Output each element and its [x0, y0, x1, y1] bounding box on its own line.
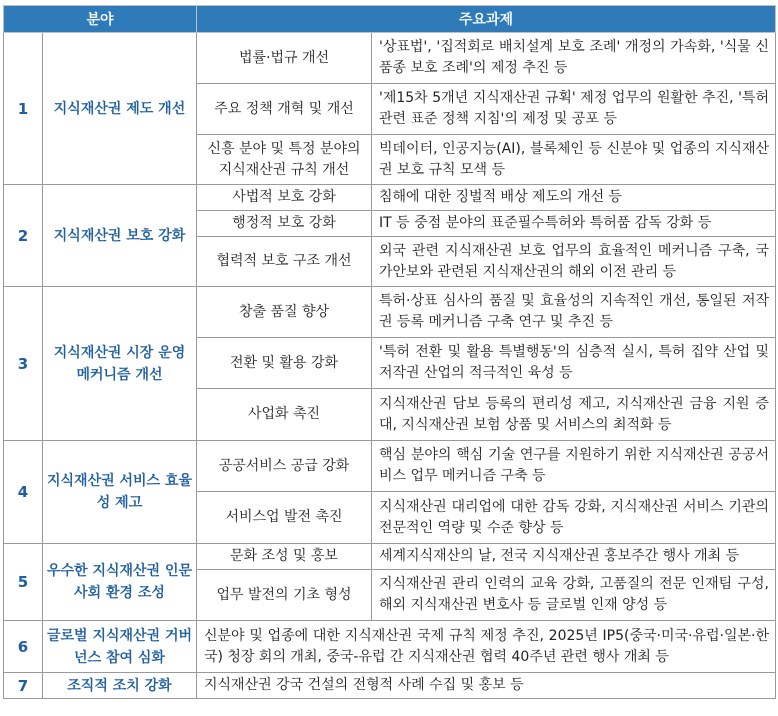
- task-cell: '제15차 5개년 지식재산권 규획' 제정 업무의 원활한 추진, '특허 관련 표준 정책 지침'의 제정 및 공포 등: [372, 84, 776, 135]
- group-number: 3: [4, 287, 43, 441]
- task-cell: '상표법', '집적회로 배치설계 보호 조례' 개정의 가속화, '식물 신품종 보호 조례'의 제정 추진 등: [372, 33, 776, 84]
- task-cell: IT 등 중점 분야의 표준필수특허와 특허품 감독 강화 등: [372, 211, 776, 237]
- sub-area-cell: 전환 및 활용 강화: [197, 338, 372, 389]
- area-cell: 지식재산권 서비스 효율성 제고: [43, 441, 197, 544]
- sub-area-cell: 공공서비스 공급 강화: [197, 441, 372, 492]
- sub-area-cell: 행정적 보호 강화: [197, 211, 372, 237]
- sub-area-cell: 사업화 촉진: [197, 389, 372, 441]
- task-cell: 지식재산권 강국 건설의 전형적 사례 수집 및 홍보 등: [197, 673, 776, 699]
- task-cell: 지식재산권 담보 등록의 편리성 제고, 지식재산권 금융 지원 증대, 지식재산권 보험 상품 및 서비스의 최적화 등: [372, 389, 776, 441]
- group-number: 7: [4, 673, 43, 699]
- sub-area-cell: 협력적 보호 구조 개선: [197, 237, 372, 287]
- group-number: 1: [4, 33, 43, 185]
- group-number: 6: [4, 621, 43, 673]
- sub-area-cell: 신흥 분야 및 특정 분야의 지식재산권 규칙 개선: [197, 135, 372, 185]
- task-cell: 지식재산권 관리 인력의 교육 강화, 고품질의 전문 인재팀 구성, 해외 지식재산권 변호사 등 글로벌 인재 양성 등: [372, 570, 776, 621]
- task-cell: 지식재산권 대리업에 대한 감독 강화, 지식재산권 서비스 기관의 전문적인 역량 및 수준 향상 등: [372, 492, 776, 544]
- area-cell: 지식재산권 시장 운영 메커니즘 개선: [43, 287, 197, 441]
- task-cell: 핵심 분야의 핵심 기술 연구를 지원하기 위한 지식재산권 공공서비스 업무 메커니즘 구축 등: [372, 441, 776, 492]
- sub-area-cell: 사법적 보호 강화: [197, 185, 372, 211]
- sub-area-cell: 서비스업 발전 촉진: [197, 492, 372, 544]
- sub-area-cell: 창출 품질 향상: [197, 287, 372, 338]
- group-number: 4: [4, 441, 43, 544]
- task-cell: 빅데이터, 인공지능(AI), 블록체인 등 신분야 및 업종의 지식재산권 보호 규칙 모색 등: [372, 135, 776, 185]
- group-number: 2: [4, 185, 43, 287]
- task-cell: 신분야 및 업종에 대한 지식재산권 국제 규칙 제정 추진, 2025년 IP5(중국·미국·유럽·일본·한국) 청장 회의 개최, 중국-유럽 간 지식재산권 협력 40주년 관련 행사 개최 등: [197, 621, 776, 673]
- policy-table: [3, 5, 776, 699]
- area-cell: 지식재산권 제도 개선: [43, 33, 197, 185]
- table-row: [4, 441, 776, 492]
- table-row: [4, 673, 776, 699]
- table-row: [4, 621, 776, 673]
- table-row: [4, 544, 776, 570]
- task-cell: 침해에 대한 징벌적 배상 제도의 개선 등: [372, 185, 776, 211]
- task-cell: 세계지식재산의 날, 전국 지식재산권 홍보주간 행사 개최 등: [372, 544, 776, 570]
- sub-area-cell: 업무 발전의 기초 형성: [197, 570, 372, 621]
- area-cell: 글로벌 지식재산권 거버넌스 참여 심화: [43, 621, 197, 673]
- table-header-row: [4, 6, 776, 33]
- task-cell: '특허 전환 및 활용 특별행동'의 심층적 실시, 특허 집약 산업 및 저작권 산업의 적극적인 육성 등: [372, 338, 776, 389]
- sub-area-cell: 문화 조성 및 홍보: [197, 544, 372, 570]
- table-row: [4, 33, 776, 84]
- area-cell: 조직적 조치 강화: [43, 673, 197, 699]
- table-row: [4, 287, 776, 338]
- area-cell: 우수한 지식재산권 인문 사회 환경 조성: [43, 544, 197, 621]
- header-area: 분야: [4, 6, 197, 33]
- group-number: 5: [4, 544, 43, 621]
- header-tasks: 주요과제: [197, 6, 776, 33]
- task-cell: 특허·상표 심사의 품질 및 효율성의 지속적인 개선, 통일된 저작권 등록 메커니즘 구축 연구 및 추진 등: [372, 287, 776, 338]
- sub-area-cell: 법률·법규 개선: [197, 33, 372, 84]
- task-cell: 외국 관련 지식재산권 보호 업무의 효율적인 메커니즘 구축, 국가안보와 관련된 지식재산권의 해외 이전 관리 등: [372, 237, 776, 287]
- sub-area-cell: 주요 정책 개혁 및 개선: [197, 84, 372, 135]
- table-row: [4, 185, 776, 211]
- area-cell: 지식재산권 보호 강화: [43, 185, 197, 287]
